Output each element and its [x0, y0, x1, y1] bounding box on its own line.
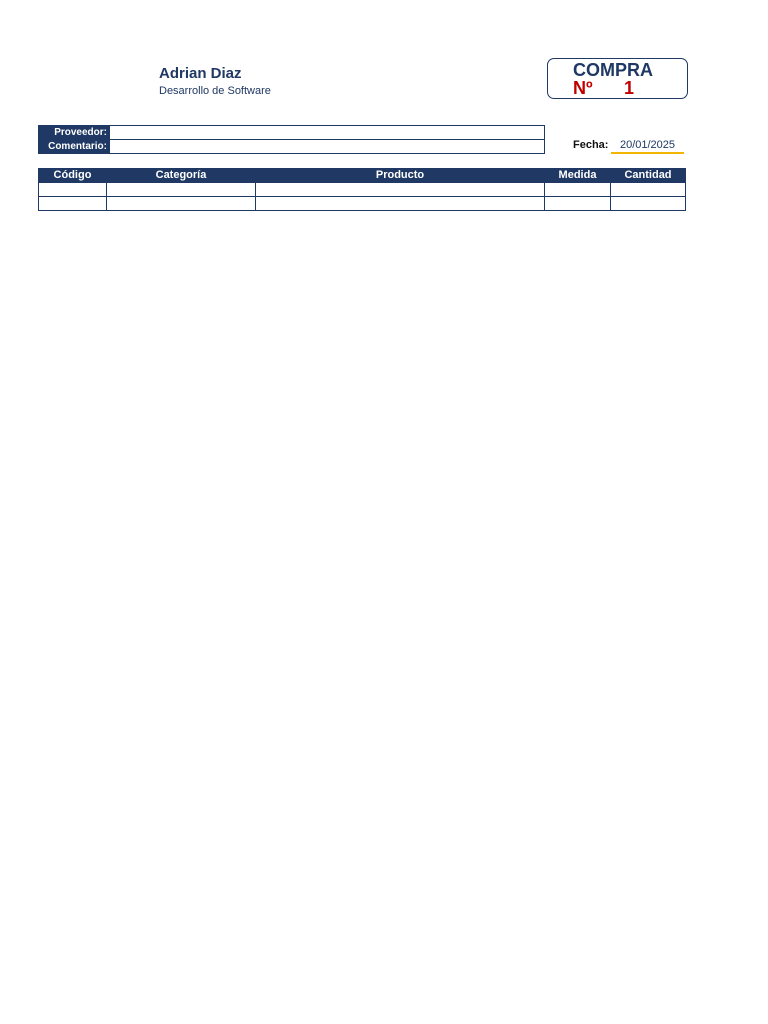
comment-row	[39, 140, 545, 154]
document-number-value: 1	[624, 78, 635, 98]
comment-field[interactable]	[110, 140, 545, 154]
table-row	[39, 197, 686, 211]
supplier-field[interactable]	[110, 126, 545, 140]
supplier-row	[39, 126, 545, 140]
column-header-cantidad: Cantidad	[611, 169, 686, 183]
column-header-codigo: Código	[39, 169, 107, 183]
cell-medida[interactable]	[545, 197, 611, 211]
date-field[interactable]: 20/01/2025	[611, 138, 684, 154]
items-table	[38, 168, 686, 211]
cell-cantidad[interactable]	[611, 183, 686, 197]
cell-codigo[interactable]	[39, 197, 107, 211]
cell-producto[interactable]	[256, 197, 545, 211]
supplier-label: Proveedor:	[39, 126, 110, 140]
supplier-info-table	[38, 125, 545, 154]
items-header-row	[39, 169, 686, 183]
column-header-producto: Producto	[256, 169, 545, 183]
document-number-label: Nº	[573, 78, 593, 98]
table-row	[39, 183, 686, 197]
cell-categoria[interactable]	[107, 183, 256, 197]
cell-medida[interactable]	[545, 183, 611, 197]
company-block	[159, 64, 271, 98]
column-header-categoria: Categoría	[107, 169, 256, 183]
company-subtitle: Desarrollo de Software	[159, 85, 271, 97]
cell-cantidad[interactable]	[611, 197, 686, 211]
document-type: COMPRA	[573, 60, 653, 80]
company-name: Adrian Diaz	[159, 65, 242, 82]
comment-label: Comentario:	[39, 140, 110, 154]
cell-categoria[interactable]	[107, 197, 256, 211]
column-header-medida: Medida	[545, 169, 611, 183]
cell-codigo[interactable]	[39, 183, 107, 197]
date-label: Fecha:	[573, 139, 609, 151]
cell-producto[interactable]	[256, 183, 545, 197]
document-number-box	[547, 58, 688, 99]
